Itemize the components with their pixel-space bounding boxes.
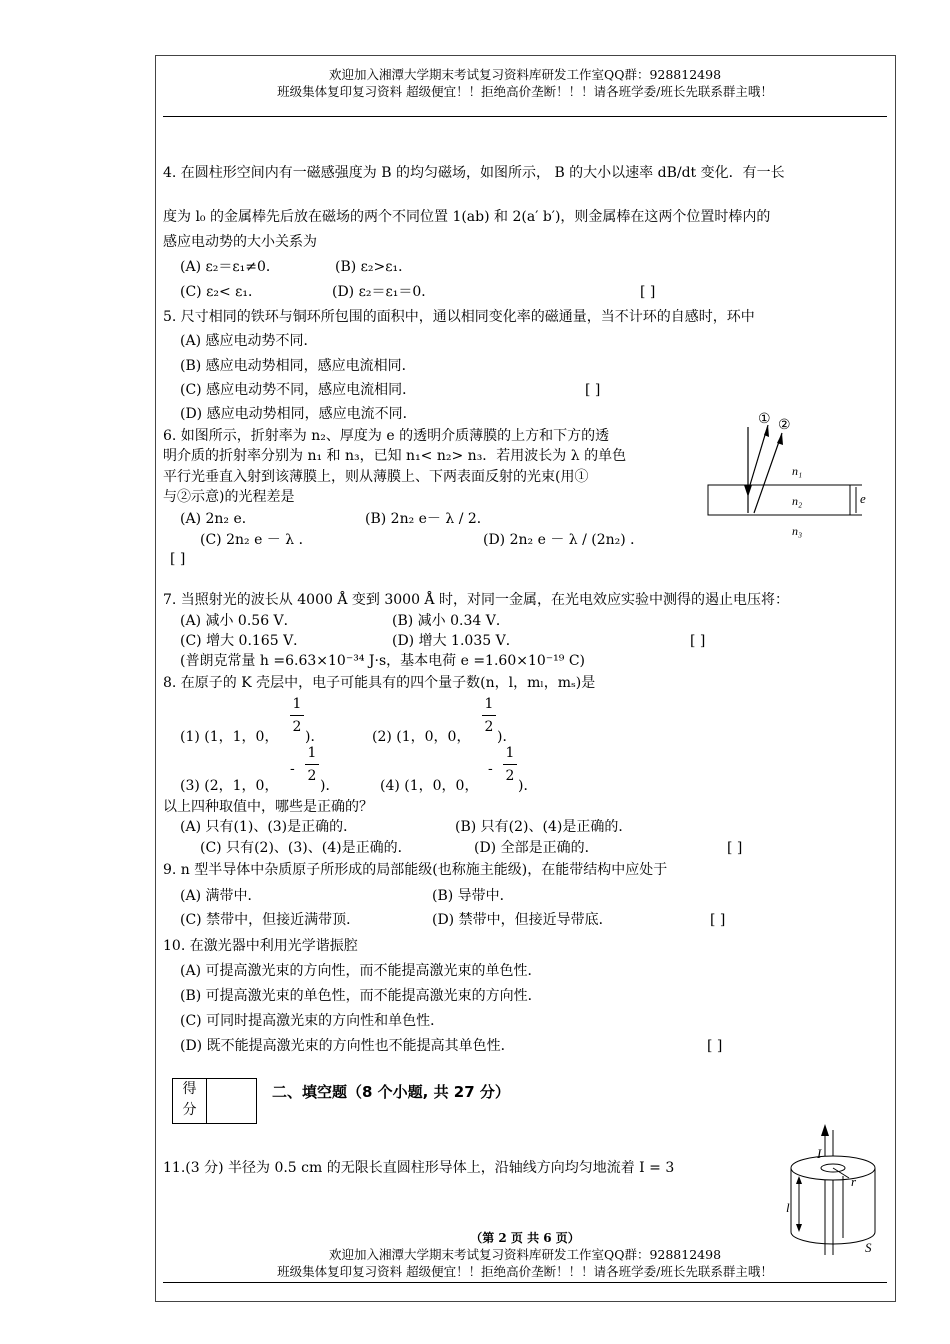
q9-answer-bracket: [ ]	[710, 912, 726, 928]
q8-set-2: (2) (1，0，0，	[372, 729, 471, 745]
q10-answer-bracket: [ ]	[707, 1038, 723, 1054]
q8-option-c: (C) 只有(2)、(3)、(4)是正确的．	[200, 840, 412, 856]
current-I-label: I	[817, 1146, 822, 1161]
q7-stem: 7. 当照射光的波长从 4000 Å 变到 3000 Å 时，对同一金属，在光电效应实验中测得的遏止电压将：	[163, 592, 789, 608]
q4-answer-bracket: [ ]	[640, 284, 656, 300]
q5-option-b: (B) 感应电动势相同，感应电流相同．	[180, 358, 416, 374]
q8-set-1: (1) (1，1，0，	[180, 729, 279, 745]
q6-line-2: 明介质的折射率分别为 n₁ 和 n₃，已知 n₁< n₂> n₃．若用波长为 λ 的单色	[163, 448, 627, 464]
n3-label: n₃	[792, 524, 803, 538]
footer-line-1: 欢迎加入湘潭大学期末考试复习资料库研发工作室QQ群：928812498	[328, 1247, 722, 1262]
q9-option-d: (D) 禁带中，但接近导带底．	[432, 912, 613, 928]
q6-option-d: (D) 2n₂ e － λ / (2n₂) ．	[483, 532, 645, 548]
header-line-1: 欢迎加入湘潭大学期末考试复习资料库研发工作室QQ群：928812498	[328, 67, 722, 82]
q8-set-4: (4) (1，0，0，	[380, 778, 479, 794]
n1-label: n₁	[792, 464, 803, 478]
q5-option-c: (C) 感应电动势不同，感应电流相同．	[180, 382, 417, 398]
q4-option-d: (D) ε₂＝ε₁＝0．	[332, 284, 436, 300]
q8-answer-bracket: [ ]	[727, 840, 743, 856]
q7-option-a: (A) 减小 0.56 V．	[180, 613, 298, 629]
q7-option-d: (D) 增大 1.035 V．	[392, 633, 520, 649]
q9-option-a: (A) 满带中．	[180, 888, 262, 904]
radius-r-label: r	[851, 1174, 857, 1189]
q4-option-c: (C) ε₂< ε₁．	[180, 284, 262, 300]
q5-answer-bracket: [ ]	[585, 382, 601, 398]
surface-S-label: S	[865, 1240, 872, 1255]
q10-option-d: (D) 既不能提高激光束的方向性也不能提高其单色性．	[180, 1038, 515, 1054]
q8-set-3-close: )．	[320, 778, 340, 794]
q9-option-c: (C) 禁带中，但接近满带顶．	[180, 912, 361, 928]
length-l-label: l	[786, 1200, 790, 1215]
footer-rule	[163, 1282, 887, 1283]
q7-option-c: (C) 增大 0.165 V．	[180, 633, 308, 649]
thin-film-diagram	[700, 405, 880, 545]
q8-option-d: (D) 全部是正确的．	[474, 840, 599, 856]
q8-option-b: (B) 只有(2)、(4)是正确的．	[455, 819, 633, 835]
score-label: 得 分	[173, 1079, 207, 1123]
q8-set-1-close: )．	[305, 729, 325, 745]
q5-option-d: (D) 感应电动势相同，感应电流不同．	[180, 406, 417, 422]
q5-option-a: (A) 感应电动势不同．	[180, 333, 318, 349]
q4-option-b: (B) ε₂>ε₁．	[335, 259, 413, 275]
q8-set-1-fraction: 1 2	[290, 695, 304, 736]
score-box	[172, 1078, 257, 1124]
header-line-2: 班级集体复印复习资料 超级便宜！！拒绝高价垄断！！！请各班学委/班长先联系群主哦！	[277, 84, 773, 99]
q8-question: 以上四种取值中，哪些是正确的？	[163, 799, 373, 815]
q8-stem: 8. 在原子的 K 壳层中，电子可能具有的四个量子数(n，l，mₗ，mₛ)是	[163, 675, 596, 691]
q4-line-2: 度为 l₀ 的金属棒先后放在磁场的两个不同位置 1(ab) 和 2(a′ b′)，则金属棒在这两个位置时棒内的	[163, 209, 771, 225]
q8-set-2-close: )．	[497, 729, 517, 745]
q8-set-4-fraction: 1 2	[503, 744, 517, 785]
q8-set-3-fraction: 1 2	[305, 744, 319, 785]
q8-set-3-minus: -	[290, 761, 295, 777]
q10-option-a: (A) 可提高激光束的方向性，而不能提高激光束的单色性．	[180, 963, 542, 979]
q11-stem: 11.(3 分) 半径为 0.5 cm 的无限长直圆柱形导体上，沿轴线方向均匀地流着 I = 3	[163, 1160, 675, 1176]
e-label: e	[860, 491, 866, 506]
q8-set-4-minus: -	[488, 761, 493, 777]
header-rule	[163, 116, 887, 117]
page-number: （第 2 页 共 6 页）	[470, 1231, 580, 1245]
q8-set-2-fraction: 1 2	[482, 695, 496, 736]
n2-label: n₂	[792, 494, 803, 508]
q8-set-4-close: )．	[518, 778, 538, 794]
ray-2-label: ②	[778, 418, 791, 433]
ray-1-label: ①	[758, 412, 771, 427]
q10-option-c: (C) 可同时提高激光束的方向性和单色性．	[180, 1013, 445, 1029]
q6-line-3: 平行光垂直入射到该薄膜上，则从薄膜上、下两表面反射的光束(用①	[163, 469, 589, 485]
q6-option-c: (C) 2n₂ e － λ ．	[200, 532, 313, 548]
footer-line-2: 班级集体复印复习资料 超级便宜！！拒绝高价垄断！！！请各班学委/班长先联系群主哦！	[277, 1264, 773, 1279]
q7-constants-note: (普朗克常量 h =6.63×10⁻³⁴ J·s，基本电荷 e =1.60×10⁻¹⁹ C)	[180, 653, 586, 669]
section-title: 二、填空题（8 个小题, 共 27 分）	[272, 1083, 510, 1101]
q6-line-4: 与②示意)的光程差是	[163, 489, 295, 505]
q6-line-1: 6. 如图所示，折射率为 n₂、厚度为 e 的透明介质薄膜的上方和下方的透	[163, 428, 610, 444]
q7-option-b: (B) 减小 0.34 V．	[392, 613, 510, 629]
q10-stem: 10. 在激光器中利用光学谐振腔	[163, 938, 358, 954]
q8-set-3: (3) (2，1，0，	[180, 778, 279, 794]
q4-line-1: 4. 在圆柱形空间内有一磁感强度为 B 的均匀磁场，如图所示， B 的大小以速率 dB/dt 变化．有一长	[163, 165, 785, 181]
q5-stem: 5. 尺寸相同的铁环与铜环所包围的面积中，通以相同变化率的磁通量，当不计环的自感时，环中	[163, 309, 755, 325]
q7-answer-bracket: [ ]	[690, 633, 706, 649]
q8-option-a: (A) 只有(1)、(3)是正确的．	[180, 819, 358, 835]
q9-option-b: (B) 导带中．	[432, 888, 514, 904]
q4-option-a: (A) ε₂＝ε₁≠0．	[180, 259, 280, 275]
q6-option-a: (A) 2n₂ e．	[180, 511, 256, 527]
q6-answer-bracket: [ ]	[170, 551, 186, 567]
q6-option-b: (B) 2n₂ e－ λ / 2．	[365, 511, 491, 527]
q9-stem: 9. n 型半导体中杂质原子所形成的局部能级(也称施主能级)，在能带结构中应处于	[163, 862, 668, 878]
q4-line-3: 感应电动势的大小关系为	[163, 234, 317, 250]
q10-option-b: (B) 可提高激光束的单色性，而不能提高激光束的方向性．	[180, 988, 542, 1004]
